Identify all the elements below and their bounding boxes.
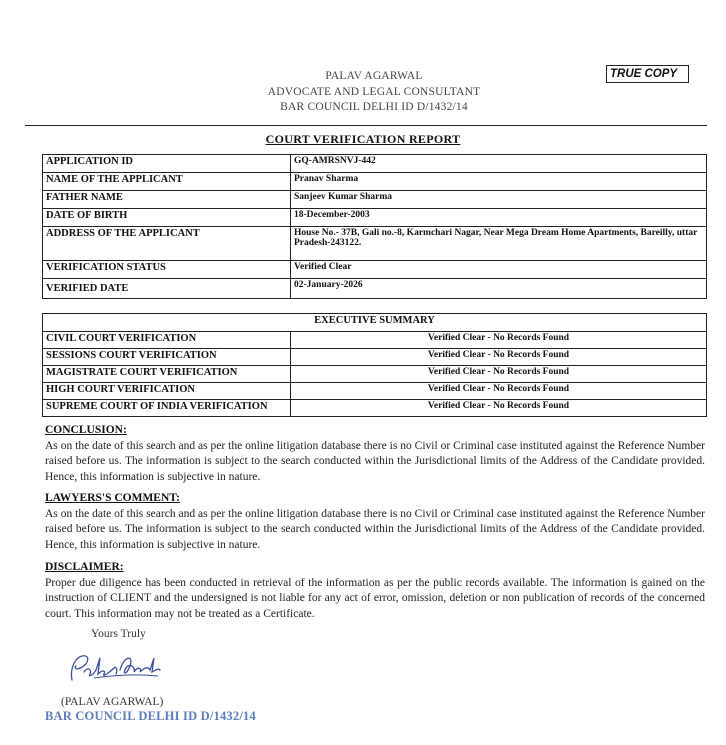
lawyers-comment-section — [45, 491, 705, 553]
table-row — [43, 349, 707, 366]
table-row — [43, 261, 707, 279]
advocate-title: ADVOCATE AND LEGAL CONSULTANT — [267, 85, 481, 98]
signatory-name: (PALAV AGARWAL) — [61, 696, 164, 708]
row-value: Verified Clear — [291, 261, 707, 279]
summary-heading-row — [43, 314, 707, 332]
row-value: 18-December-2003 — [291, 209, 707, 227]
row-label: SESSIONS COURT VERIFICATION — [43, 349, 291, 366]
row-label: FATHER NAME — [43, 191, 291, 209]
row-label: MAGISTRATE COURT VERIFICATION — [43, 366, 291, 383]
signature-image — [64, 648, 164, 688]
conclusion-title: CONCLUSION: — [45, 424, 127, 436]
signatory-bar-id: BAR COUNCIL DELHI ID D/1432/14 — [45, 709, 256, 723]
yours-truly: Yours Truly — [91, 628, 146, 640]
applicant-details-table — [42, 154, 707, 299]
row-label: CIVIL COURT VERIFICATION — [43, 332, 291, 349]
row-label: NAME OF THE APPLICANT — [43, 173, 291, 191]
row-value: 02-January-2026 — [291, 279, 707, 299]
table-row — [43, 279, 707, 299]
advocate-name: PALAV AGARWAL — [325, 70, 423, 82]
table-row — [43, 400, 707, 417]
row-value: Verified Clear - No Records Found — [291, 383, 707, 400]
conclusion-section — [45, 423, 705, 485]
conclusion-text: As on the date of this search and as per the online litigation database there is no Civil or Criminal case instituted against the Reference Number raised before us. The information is subject to the search conducted within the Jurisdictional limits of the Address of the Candidate provided. Hence, this information is subjective in nature. — [45, 439, 705, 483]
row-value: House No.- 37B, Gali no.-8, Karmchari Nagar, Near Mega Dream Home Apartments, Bareilly, uttar Pradesh-243122. — [291, 227, 707, 261]
table-row — [43, 209, 707, 227]
table-row — [43, 383, 707, 400]
summary-heading: EXECUTIVE SUMMARY — [43, 314, 707, 332]
row-value: Verified Clear - No Records Found — [291, 332, 707, 349]
table-row — [43, 332, 707, 349]
row-label: HIGH COURT VERIFICATION — [43, 383, 291, 400]
row-label: VERIFIED DATE — [43, 279, 291, 299]
row-value: Verified Clear - No Records Found — [291, 349, 707, 366]
lawyers-comment-title: LAWYERS'S COMMENT: — [45, 492, 180, 504]
row-value: GQ-AMRSNVJ-442 — [291, 155, 707, 173]
header-divider — [25, 125, 707, 126]
row-label: ADDRESS OF THE APPLICANT — [43, 227, 291, 261]
table-row — [43, 155, 707, 173]
table-row — [43, 173, 707, 191]
executive-summary-table — [42, 313, 707, 417]
disclaimer-title: DISCLAIMER: — [45, 561, 124, 573]
true-copy-stamp: TRUE COPY — [606, 65, 689, 83]
table-row — [43, 366, 707, 383]
row-label: SUPREME COURT OF INDIA VERIFICATION — [43, 400, 291, 417]
lawyers-comment-text: As on the date of this search and as per the online litigation database there is no Civil or Criminal case instituted against the Reference Number raised before us. The information is subject to the search conducted within the Jurisdictional limits of the Address of the Candidate provided. Hence, this information is subjective in nature. — [45, 507, 705, 551]
row-label: APPLICATION ID — [43, 155, 291, 173]
table-row — [43, 191, 707, 209]
row-value: Verified Clear - No Records Found — [291, 366, 707, 383]
row-label: DATE OF BIRTH — [43, 209, 291, 227]
disclaimer-section — [45, 560, 705, 622]
bar-council-id: BAR COUNCIL DELHI ID D/1432/14 — [280, 101, 468, 113]
row-value: Sanjeev Kumar Sharma — [291, 191, 707, 209]
row-value: Verified Clear - No Records Found — [291, 400, 707, 417]
report-title: COURT VERIFICATION REPORT — [265, 132, 461, 146]
disclaimer-text: Proper due diligence has been conducted in retrieval of the information as per the public records available. The information is gained on the instruction of CLIENT and the undersigned is not liable for any act of error, omission, deletion or non publication of records of the concerned court. This information may not be treated as a Certificate. — [45, 576, 705, 620]
table-row — [43, 227, 707, 261]
row-value: Pranav Sharma — [291, 173, 707, 191]
row-label: VERIFICATION STATUS — [43, 261, 291, 279]
